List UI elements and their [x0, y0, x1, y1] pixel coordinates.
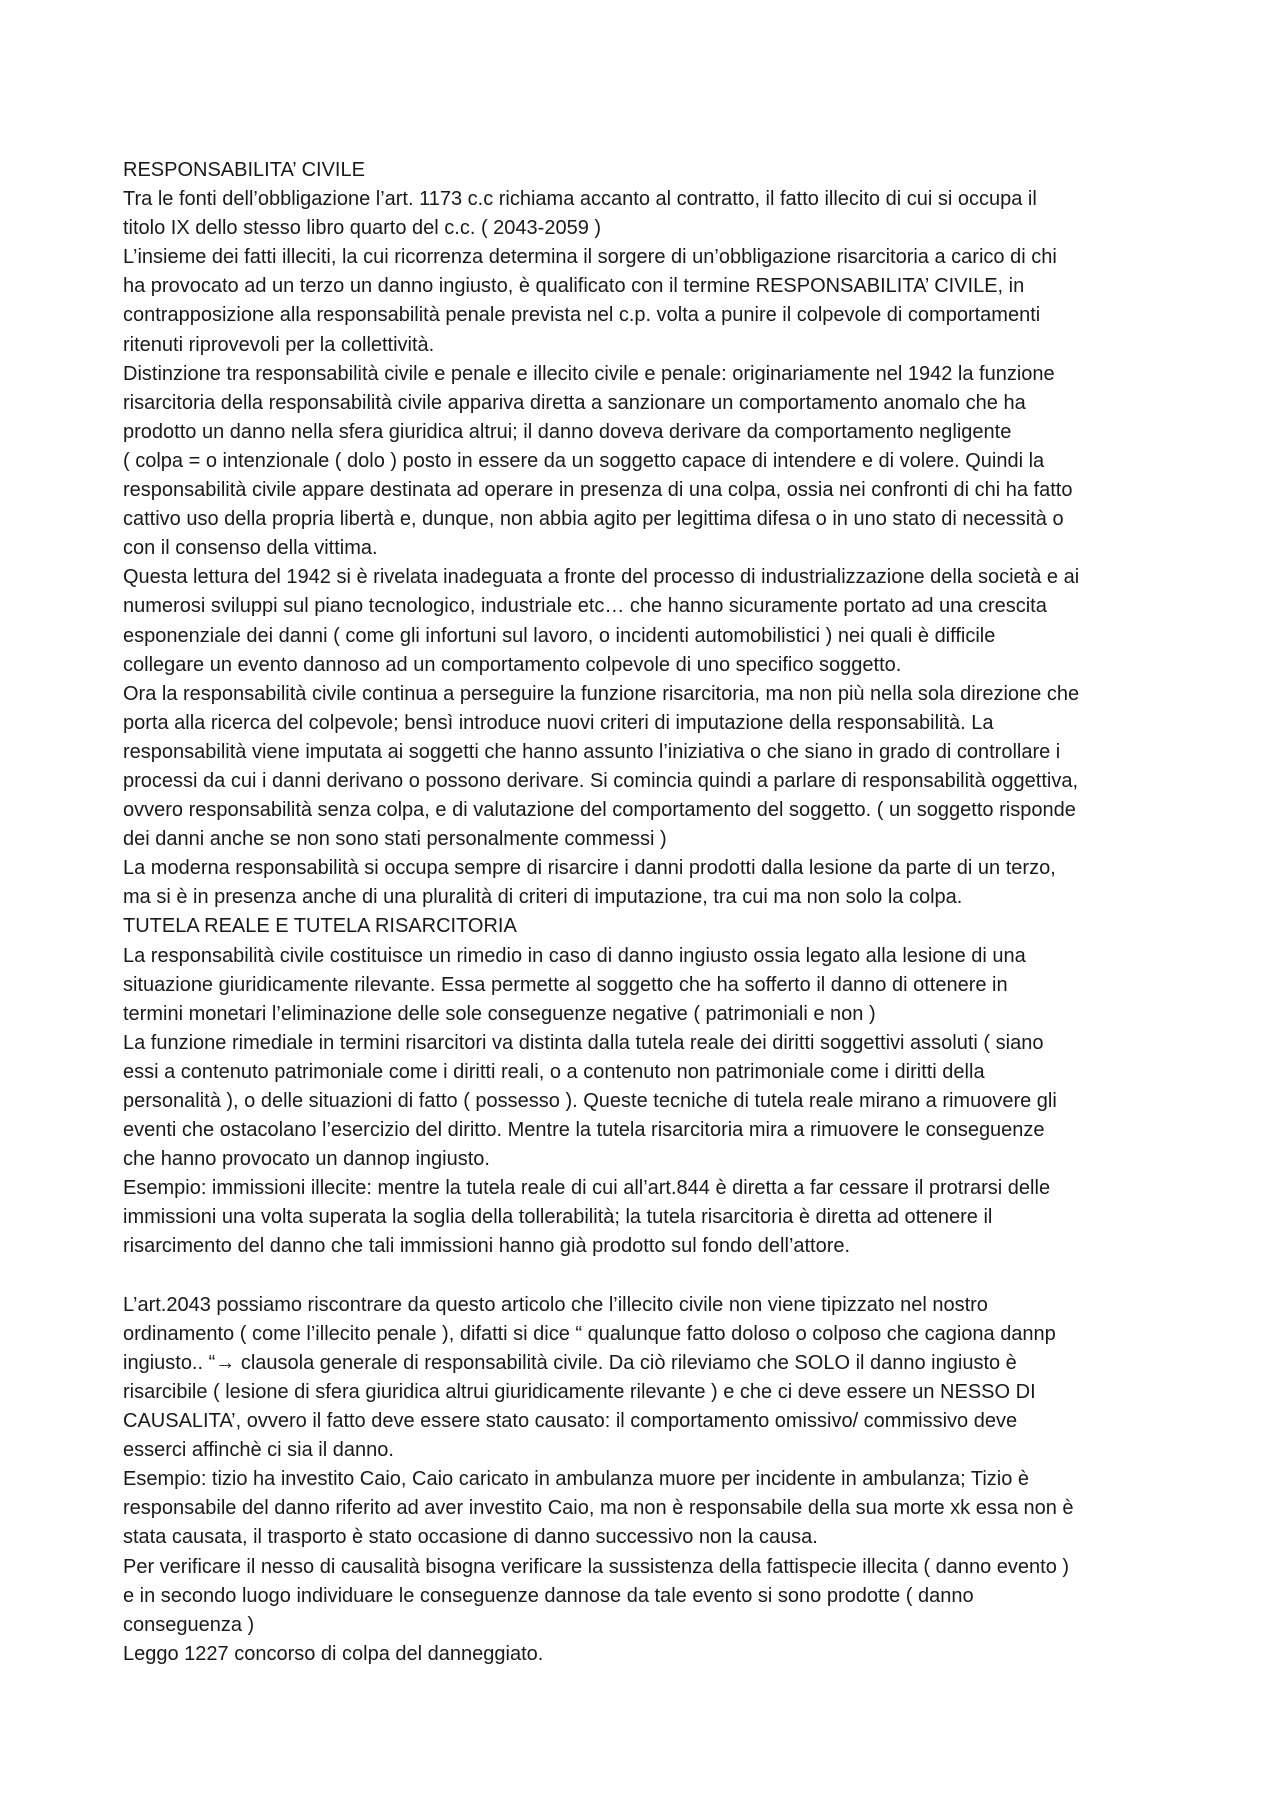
document-page [123, 156, 1183, 1669]
text-line: Questa lettura del 1942 si è rivelata inadeguata a fronte del processo di industrializzazione della società e ai [123, 566, 1080, 589]
text-line: stata causata, il trasporto è stato occasione di danno successivo non la causa. [123, 1526, 818, 1549]
text-line: ovvero responsabilità senza colpa, e di valutazione del comportamento del soggetto. ( un soggetto risponde [123, 799, 1076, 822]
text-line: ordinamento ( come l’illecito penale ), difatti si dice “ qualunque fatto doloso o colposo che cagiona dannp [123, 1322, 1056, 1345]
text-line: Distinzione tra responsabilità civile e penale e illecito civile e penale: originariamente nel 1942 la funzione [123, 362, 1055, 385]
text-line: titolo IX dello stesso libro quarto del c.c. ( 2043-2059 ) [123, 217, 602, 240]
text-line: responsabile del danno riferito ad aver investito Caio, ma non è responsabile della sua morte xk essa non è [123, 1497, 1074, 1520]
text-line: immissioni una volta superata la soglia della tollerabilità; la tutela risarcitoria è diretta ad ottenere il [123, 1206, 993, 1229]
text-line: conseguenza ) [123, 1613, 255, 1636]
text-line: Esempio: tizio ha investito Caio, Caio caricato in ambulanza muore per incidente in ambulanza; Tizio è [123, 1468, 1030, 1491]
text-line: Leggo 1227 concorso di colpa del danneggiato. [123, 1642, 544, 1665]
text-line: con il consenso della vittima. [123, 537, 378, 560]
text-line: processi da cui i danni derivano o possono derivare. Si comincia quindi a parlare di responsabilità oggettiva, [123, 769, 1078, 792]
text-line: Ora la responsabilità civile continua a perseguire la funzione risarcitoria, ma non più nella sola direzione che [123, 682, 1080, 705]
text-line: situazione giuridicamente rilevante. Essa permette al soggetto che ha sofferto il danno di ottenere in [123, 973, 1008, 996]
text-line: essi a contenuto patrimoniale come i diritti reali, o a contenuto non patrimoniale come i diritti della [123, 1060, 985, 1083]
text-line: contrapposizione alla responsabilità penale prevista nel c.p. volta a punire il colpevole di comportamenti [123, 304, 1041, 327]
text-line: esponenziale dei danni ( come gli infortuni sul lavoro, o incidenti automobilistici ) nei quali è difficile [123, 624, 996, 647]
section-heading: TUTELA REALE E TUTELA RISARCITORIA [123, 915, 517, 938]
text-line: personalità ), o delle situazioni di fatto ( possesso ). Queste tecniche di tutela reale mirano a rimuovere gli [123, 1090, 1057, 1112]
text-line: ingiusto.. “→ clausola generale di responsabilità civile. Da ciò rileviamo che SOLO il danno ingiusto è [123, 1351, 1017, 1374]
text-line: cattivo uso della propria libertà e, dunque, non abbia agito per legittima difesa o in uno stato di necessità o [123, 508, 1064, 531]
text-line: risarcitoria della responsabilità civile appariva diretta a sanzionare un comportamento anomalo che ha [123, 391, 1026, 414]
text-line: Esempio: immissioni illecite: mentre la tutela reale di cui all’art.844 è diretta a far cessare il protrarsi delle [123, 1177, 1051, 1200]
text-line: L’insieme dei fatti illeciti, la cui ricorrenza determina il sorgere di un’obbligazione risarcitoria a carico di chi [123, 246, 1057, 269]
text-line: che hanno provocato un dannop ingiusto. [123, 1148, 490, 1171]
text-line: prodotto un danno nella sfera giuridica altrui; il danno doveva derivare da comportamento negligente [123, 420, 1012, 443]
text-line: ha provocato ad un terzo un danno ingiusto, è qualificato con il termine RESPONSABILITA’ CIVILE, in [123, 275, 1025, 298]
text-line: responsabilità viene imputata ai soggetti che hanno assunto l’iniziativa o che siano in grado di controllare i [123, 740, 1061, 763]
text-line: responsabilità civile appare destinata ad operare in presenza di una colpa, ossia nei confronti di chi ha fatto [123, 479, 1073, 502]
text-line: risarcibile ( lesione di sfera giuridica altrui giuridicamente rilevante ) e che ci deve essere un NESSO DI [123, 1380, 1036, 1403]
text-line: collegare un evento dannoso ad un comportamento colpevole di uno specifico soggetto. [123, 653, 902, 676]
text-line: dei danni anche se non sono stati personalmente commessi ) [123, 828, 667, 851]
text-line: Per verificare il nesso di causalità bisogna verificare la sussistenza della fattispecie illecita ( danno evento ) [123, 1555, 1070, 1578]
text-line: eventi che ostacolano l’esercizio del diritto. Mentre la tutela risarcitoria mira a rimuovere le conseguenze [123, 1119, 1045, 1142]
text-line: termini monetari l’eliminazione delle sole conseguenze negative ( patrimoniali e non ) [123, 1002, 876, 1025]
text-line: porta alla ricerca del colpevole; bensì introduce nuovi criteri di imputazione della responsabilità. La [123, 711, 994, 734]
text-line: risarcimento del danno che tali immissioni hanno già prodotto sul fondo dell’attore. [123, 1235, 851, 1258]
text-line: ( colpa = o intenzionale ( dolo ) posto in essere da un soggetto capace di intendere e di volere. Quindi la [123, 449, 1045, 472]
text-line: La responsabilità civile costituisce un rimedio in caso di danno ingiusto ossia legato alla lesione di una [123, 944, 1026, 967]
text-line: ma si è in presenza anche di una pluralità di criteri di imputazione, tra cui ma non solo la colpa. [123, 886, 963, 909]
text-line: numerosi sviluppi sul piano tecnologico, industriale etc… che hanno sicuramente portato ad una crescita [123, 595, 1047, 618]
text-line: CAUSALITA’, ovvero il fatto deve essere stato causato: il comportamento omissivo/ commissivo deve [123, 1410, 1018, 1433]
blank-line [123, 1262, 1183, 1291]
text-line: e in secondo luogo individuare le conseguenze dannose da tale evento si sono prodotte ( danno [123, 1584, 974, 1607]
text-line: L’art.2043 possiamo riscontrare da questo articolo che l’illecito civile non viene tipizzato nel nostro [123, 1293, 988, 1316]
text-line: ritenuti riprovevoli per la collettività. [123, 333, 435, 356]
text-line: La funzione rimediale in termini risarcitori va distinta dalla tutela reale dei diritti soggettivi assoluti ( siano [123, 1031, 1044, 1054]
text-line: La moderna responsabilità si occupa sempre di risarcire i danni prodotti dalla lesione da parte di un terzo, [123, 857, 1056, 880]
section-heading: RESPONSABILITA’ CIVILE [123, 159, 365, 181]
text-line: Tra le fonti dell’obbligazione l’art. 1173 c.c richiama accanto al contratto, il fatto illecito di cui si occupa il [123, 188, 1037, 211]
text-line: esserci affinchè ci sia il danno. [123, 1439, 394, 1462]
